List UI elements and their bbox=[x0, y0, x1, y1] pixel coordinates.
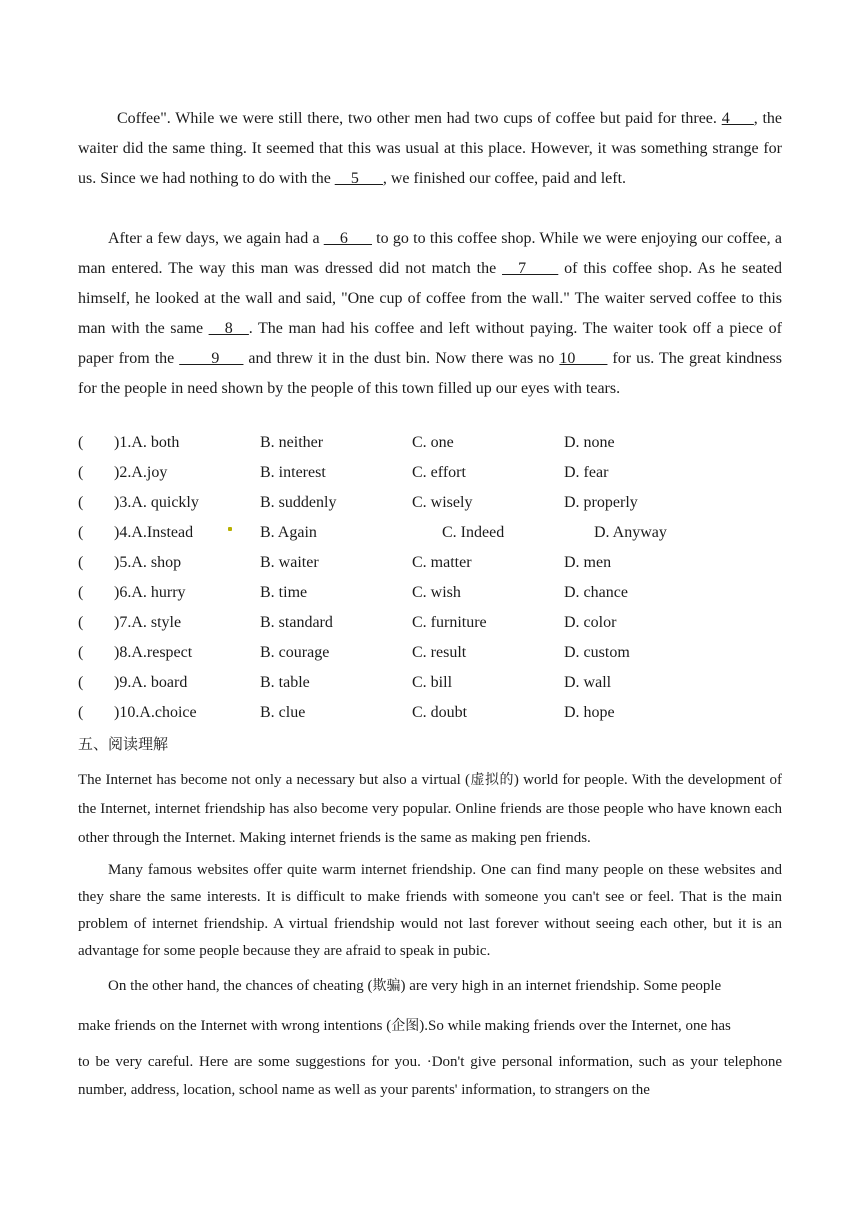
blank-10: 10____ bbox=[559, 350, 608, 367]
option-row-3: ( )3.A. quickly B. suddenly C. wisely D. properly bbox=[78, 494, 638, 511]
option-row-7: ( )7.A. style B. standard C. furniture D. color bbox=[78, 614, 617, 631]
reading-paragraph-3-line-2: make friends on the Internet with wrong intentions (企图).So while making friends over the Internet, one has bbox=[78, 1018, 731, 1034]
option-row-10: ( )10.A.choice B. clue C. doubt D. hope bbox=[78, 704, 615, 721]
answer-options bbox=[78, 433, 782, 733]
option-row-8: ( )8.A.respect B. courage C. result D. custom bbox=[78, 644, 630, 661]
blank-4: 4___ bbox=[721, 110, 754, 127]
reading-paragraph-3-line-1: On the other hand, the chances of cheating (欺骗) are very high in an internet friendship. Some people bbox=[108, 978, 722, 994]
blank-8: __8__ bbox=[208, 320, 249, 337]
reading-paragraph-1: The Internet has become not only a necessary but also a virtual (虚拟的) world for people. With the development of the Internet, internet friendship has also become very popular. Online friends are those people who have known each other through the Internet. Making internet friends is the same as making pen friends. bbox=[78, 772, 783, 846]
option-row-9: ( )9.A. board B. table C. bill D. wall bbox=[78, 674, 612, 691]
blank-9: ____9___ bbox=[179, 350, 244, 367]
reading-paragraph-3-line-3: to be very careful. Here are some suggestions for you. ·Don't give personal information, such as your telephone number, address, location, school name as well as your parents' information, to strangers on the bbox=[78, 1054, 782, 1098]
cloze-paragraph-1: Coffee". While we were still there, two other men had two cups of coffee but paid for three. 4___, the waiter did the same thing. It seemed that this was usual at this place. However, it was something strange for us. Since we had nothing to do with the __5___, we finished our coffee, paid and left. bbox=[78, 110, 783, 187]
stray-dot-mark bbox=[228, 527, 232, 531]
option-row-6: ( )6.A. hurry B. time C. wish D. chance bbox=[78, 584, 628, 601]
option-row-1: ( )1.A. both B. neither C. one D. none bbox=[78, 434, 615, 451]
option-row-4: ( )4.A.Instead B. Again C. Indeed D. Anyway bbox=[78, 524, 667, 541]
blank-5: __5___ bbox=[334, 170, 383, 187]
cloze-paragraph-2: After a few days, we again had a __6___ to go to this coffee shop. While we were enjoying our coffee, a man entered. The way this man was dressed did not match the __7____ of this coffee shop. As he seated himself, he looked at the wall and said, "One cup of coffee from the wall." The waiter served coffee to this man with the same __8__. The man had his coffee and left without paying. The waiter took off a piece of paper from the ____9___ and threw it in the dust bin. Now there was no 10____ for us. The great kindness for the people in need shown by the people of this town filled up our eyes with tears. bbox=[78, 230, 783, 397]
reading-paragraph-2: Many famous websites offer quite warm internet friendship. One can find many people on these websites and they share the same interests. It is difficult to make friends with someone you can't see or feel. That is the main problem of internet friendship. A virtual friendship would not last forever without seeing each other, but it is an advantage for some people because they are afraid to speak in pubic. bbox=[78, 862, 782, 959]
blank-6: __6___ bbox=[323, 230, 372, 247]
option-row-2: ( )2.A.joy B. interest C. effort D. fear bbox=[78, 464, 609, 481]
option-row-5: ( )5.A. shop B. waiter C. matter D. men bbox=[78, 554, 612, 571]
blank-7: __7____ bbox=[502, 260, 559, 277]
section-heading: 五、阅读理解 bbox=[78, 735, 169, 753]
